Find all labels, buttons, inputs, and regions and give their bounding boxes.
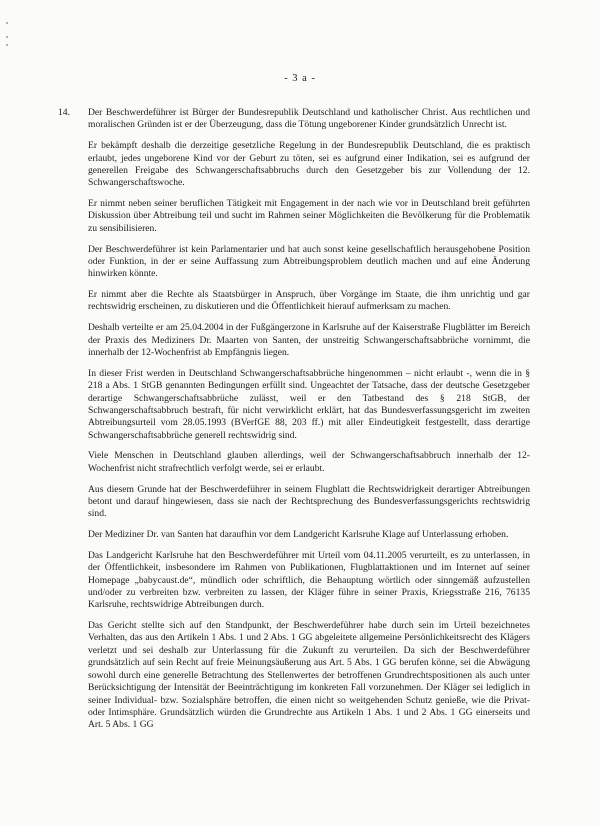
paragraph: Er nimmt neben seiner beruflichen Tätigkeit mit Engagement in der nach wie vor in Deutschland breit geführten Diskussion über Abtreibung teil und sucht im Rahmen seiner Möglichkeiten die Bevölkerung für die Problematik zu sensibilisieren. <box>88 198 530 234</box>
scan-margin-mark <box>6 22 8 24</box>
scan-margin-mark <box>6 44 8 46</box>
paragraph-text: Der Beschwerdeführer ist Bürger der Bundesrepublik Deutschland und katholischer Christ. Aus rechtlichen und moralischen Gründen ist er der Überzeugung, dass die Tötung ungeborener Kinder grundsätzlich Unrecht ist. <box>88 107 530 131</box>
paragraph <box>58 107 530 132</box>
paragraph: Der Mediziner Dr. van Santen hat daraufhin vor dem Landgericht Karlsruhe Klage auf Unterlassung erhoben. <box>88 529 509 541</box>
paragraph: Er nimmt aber die Rechte als Staatsbürger in Anspruch, über Vorgänge im Staate, die ihm unrichtig und gar rechtswidrig erscheinen, zu diskutieren und die Öffentlichkeit hierauf aufmerksam zu machen. <box>88 289 530 313</box>
page-number: - 3 a - <box>284 73 316 84</box>
paragraph: Deshalb verteilte er am 25.04.2004 in der Fußgängerzone in Karlsruhe auf der Kaiserstraße Flugblätter im Bereich der Praxis des Mediziners Dr. Maarten von Santen, der unstreitig Schwangerschaftsabbrüche vornimmt, die innerhalb der 12-Wochenfrist ab Empfängnis liegen. <box>88 322 530 358</box>
scan-margin-mark <box>6 36 8 38</box>
paragraph: Aus diesem Grunde hat der Beschwerdeführer in seinem Flugblatt die Rechtswidrigkeit derartiger Abtreibungen betont und darauf hingewiesen, dass sie nach der Rechtsprechung des Bundesverfassungsgerichts rechtswidrig sind. <box>88 483 530 520</box>
paragraph-number: 14. <box>58 107 70 118</box>
paragraph: Er bekämpft deshalb die derzeitige gesetzliche Regelung in der Bundesrepublik Deutschland, die es praktisch erlaubt, jedes ungeborene Kind vor der Geburt zu töten, sei es aufgrund einer Indikation, sei es aufgrund der generellen Freigabe des Schwangerschaftsabbruchs durch den Gesetzgeber bis zur Vollendung der 12. Schwangerschaftswoche. <box>88 140 530 189</box>
paragraph: Das Landgericht Karlsruhe hat den Beschwerdeführer mit Urteil vom 04.11.2005 verurteilt, es zu unterlassen, in der Öffentlichkeit, insbesondere im Rahmen von Publikationen, Flugblattaktionen und im Internet auf seiner Homepage „babycaust.de“, mündlich oder schriftlich, die Behauptung wörtlich oder sinngemäß aufzustellen und/oder zu verbreiten bzw. verbreiten zu lassen, der Kläger führe in seiner Praxis, Kriegsstraße 216, 76135 Karlsruhe, rechtswidrige Abtreibungen durch. <box>88 549 530 611</box>
paragraph: Viele Menschen in Deutschland glauben allerdings, weil der Schwangerschaftsabbruch innerhalb der 12-Wochenfrist nicht strafrechtlich verfolgt werde, sei er erlaubt. <box>88 450 530 474</box>
document-body <box>58 107 530 740</box>
paragraph: Das Gericht stellte sich auf den Standpunkt, der Beschwerdeführer habe durch sein im Urteil bezeichnetes Verhalten, das aus den Artikeln 1 Abs. 1 und 2 Abs. 1 GG abgeleitete allgemeine Persönlichkeitsrecht des Klägers verletzt und sei deshalb zur Unterlassung für die Zukunft zu verurteilen. Da sich der Beschwerdeführer grundsätzlich auf sein Recht auf freie Meinungsäußerung aus Art. 5 Abs. 1 GG berufen könne, sei die Abwägung sowohl durch eine generelle Betrachtung des Stellenwertes der betroffenen Grundrechtspositionen als auch unter Berücksichtigung der Intensität der Beeinträchtigung im konkreten Fall vorzunehmen. Der Kläger sei lediglich in seiner Individual- bzw. Sozialsphäre betroffen, die einen nicht so weitgehenden Schutz genieße, wie die Privat- oder Intimsphäre. Grundsätzlich würden die Grundrechte aus Artikeln 1 Abs. 1 und 2 Abs. 1 GG einerseits und Art. 5 Abs. 1 GG <box>88 620 530 731</box>
paragraph: Der Beschwerdeführer ist kein Parlamentarier und hat auch sonst keine gesellschaftlich herausgehobene Position oder Funktion, in der er seine Auffassung zum Abtreibungsproblem deutlich machen und auf eine Änderung hinwirken könnte. <box>88 243 530 280</box>
paragraph: In dieser Frist werden in Deutschland Schwangerschaftsabbrüche hingenommen – nicht erlaubt -, wenn die in § 218 a Abs. 1 StGB genannten Bedingungen erfüllt sind. Ungeachtet der Tatsache, dass der deutsche Gesetzgeber derartige Schwangerschaftsabbrüche zulässt, weil er den Tatbestand des § 218 StGB, der Schwangerschaftsabbruch bestraft, für nicht verwirklicht erklärt, hat das Bundesverfassungsgericht im zweiten Abtreibungsurteil vom 28.05.1993 (BVerfGE 88, 203 ff.) mit aller Eindeutigkeit festgestellt, dass derartige Schwangerschaftsabbrüche generell rechtswidrig sind. <box>88 367 530 441</box>
